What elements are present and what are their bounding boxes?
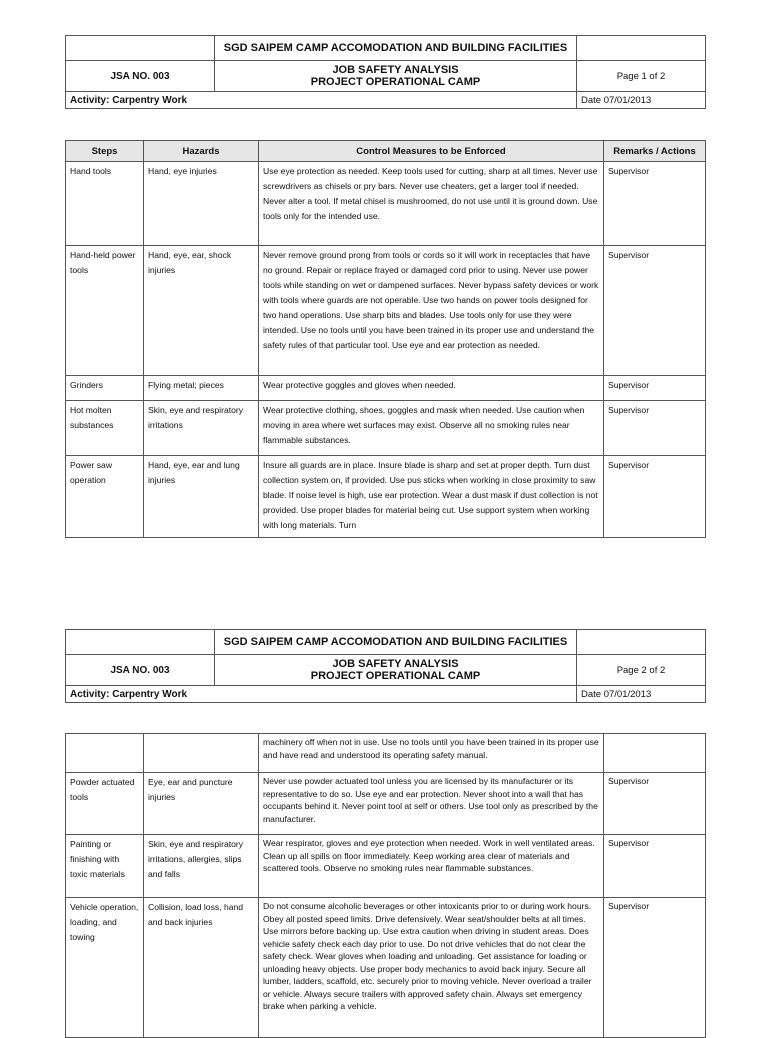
step-cell: Vehicle operation, loading, and towing — [66, 898, 144, 1038]
control-cell: machinery off when not in use. Use no tools until you have been trained in its proper use and have read and understood its operating safety manual. — [259, 734, 604, 773]
step-cell: Grinders — [66, 376, 144, 401]
hazard-cell: Collision, load loss, hand and back injuries — [144, 898, 259, 1038]
control-cell: Insure all guards are in place. Insure blade is sharp and set at proper depth. Turn dust collection system on, if provided. Use pus sticks when working in close proximity to saw blade. If noise level is high, use ear protection. Wear a dust mask if dust collection is not provided. Use proper blades for material being cut. Use support system when working with long materials. Turn — [259, 456, 604, 538]
activity-label: Activity: Carpentry Work — [66, 686, 577, 703]
remark-cell: Supervisor — [604, 898, 706, 1038]
document-title — [215, 61, 577, 92]
hazard-cell: Skin, eye and respiratory irritations, allergies, slips and falls — [144, 835, 259, 898]
column-header: Steps — [66, 141, 144, 162]
page1-jsa-table — [65, 140, 706, 538]
control-cell: Do not consume alcoholic beverages or other intoxicants prior to or during work hours. Obey all posted speed limits. Drive defensively. Wear seat/shoulder belts at all times. Use mirrors before backing up. Use extra caution when driving in student areas. Does vehicle safety check each day prior to use. Do not drive vehicles that do not clear the safety check. Wear gloves when loading and unloading. Get assistance for loading or unloading heavy objects. Use proper body mechanics to avoid back injury. Secure all lumber, ladders, scaffold, etc. securely prior to moving vehicle. Never overload a trailer or vehicle. Always secure trailers with approved safety chain. Always set emergency brake when parking a vehicle. — [259, 898, 604, 1038]
table-row — [66, 898, 706, 1038]
step-cell: Hand-held power tools — [66, 246, 144, 376]
column-header: Hazards — [144, 141, 259, 162]
page-number: Page 2 of 2 — [577, 655, 706, 686]
hazard-cell — [144, 734, 259, 773]
table-row — [66, 456, 706, 538]
remark-cell: Supervisor — [604, 401, 706, 456]
remark-cell: Supervisor — [604, 376, 706, 401]
step-cell: Hand tools — [66, 162, 144, 246]
document-title — [215, 655, 577, 686]
control-cell: Never use powder actuated tool unless you are licensed by its manufacturer or its representative to do so. Use eye and ear protection. Never shoot into a wall that has occupants behind it. Never point tool at self or others. Use tool only as prescribed by the manufacturer. — [259, 773, 604, 835]
step-cell: Painting or finishing with toxic materials — [66, 835, 144, 898]
control-cell: Use eye protection as needed. Keep tools used for cutting, sharp at all times. Never use screwdrivers as chisels or pry bars. Never use cheaters, get a larger tool if needed. Never alter a tool. If metal chisel is mushroomed, do not use until it is ground down. Use tools only for the intended use. — [259, 162, 604, 246]
activity-label: Activity: Carpentry Work — [66, 92, 577, 109]
step-cell: Power saw operation — [66, 456, 144, 538]
hazard-cell: Eye, ear and puncture injuries — [144, 773, 259, 835]
table-row — [66, 246, 706, 376]
remark-cell: Supervisor — [604, 835, 706, 898]
step-cell — [66, 734, 144, 773]
header-blank — [66, 630, 215, 655]
document-title-line1: JOB SAFETY ANALYSIS — [332, 658, 459, 670]
page2-jsa-table — [65, 733, 706, 1038]
document-date: Date 07/01/2013 — [577, 686, 706, 703]
header-title: SGD SAIPEM CAMP ACCOMODATION AND BUILDING FACILITIES — [215, 36, 577, 61]
column-header: Control Measures to be Enforced — [259, 141, 604, 162]
remark-cell: Supervisor — [604, 456, 706, 538]
step-cell: Powder actuated tools — [66, 773, 144, 835]
remark-cell: Supervisor — [604, 773, 706, 835]
table-row — [66, 376, 706, 401]
header-blank — [577, 36, 706, 61]
document-date: Date 07/01/2013 — [577, 92, 706, 109]
control-cell: Wear respirator, gloves and eye protection when needed. Work in well ventilated areas. Clean up all spills on floor immediately. Keep working area clear of materials and scattered tools. Observe no smoking rules near flammable substances. — [259, 835, 604, 898]
hazard-cell: Skin, eye and respiratory irritations — [144, 401, 259, 456]
jsa-number: JSA NO. 003 — [66, 61, 215, 92]
remark-cell: Supervisor — [604, 162, 706, 246]
document-title-line2: PROJECT OPERATIONAL CAMP — [310, 76, 481, 88]
header-blank — [577, 630, 706, 655]
control-cell: Wear protective clothing, shoes, goggles and mask when needed. Use caution when moving in area where wet surfaces may exist. Observe all no smoking rules near flammable substances. — [259, 401, 604, 456]
control-cell: Wear protective goggles and gloves when needed. — [259, 376, 604, 401]
table-row — [66, 162, 706, 246]
table-row — [66, 734, 706, 773]
page-number: Page 1 of 2 — [577, 61, 706, 92]
hazard-cell: Hand, eye, ear, shock injuries — [144, 246, 259, 376]
step-cell: Hot molten substances — [66, 401, 144, 456]
table-row — [66, 835, 706, 898]
hazard-cell: Flying metal; pieces — [144, 376, 259, 401]
remark-cell — [604, 734, 706, 773]
control-cell: Never remove ground prong from tools or cords so it will work in receptacles that have no ground. Repair or replace frayed or damaged cord prior to using. Never use power tools while standing on wet or dampened surfaces. Never bypass safety devices or work with tools where guards are not operable. Use two hands on power tools designed for two hand operations. Use sharp bits and blades. Use tools only for use they were intended. Use no tools until you have been trained in its proper use and understand the safety rules of that particular tool. Use eye and ear protection as needed. — [259, 246, 604, 376]
remark-cell: Supervisor — [604, 246, 706, 376]
column-header: Remarks / Actions — [604, 141, 706, 162]
hazard-cell: Hand, eye, ear and lung injuries — [144, 456, 259, 538]
header-title: SGD SAIPEM CAMP ACCOMODATION AND BUILDING FACILITIES — [215, 630, 577, 655]
document-title-line1: JOB SAFETY ANALYSIS — [332, 64, 459, 76]
document-title-line2: PROJECT OPERATIONAL CAMP — [310, 670, 481, 682]
table-row — [66, 401, 706, 456]
page2-header-table — [65, 629, 706, 703]
page1-header-table — [65, 35, 706, 109]
hazard-cell: Hand, eye injuries — [144, 162, 259, 246]
jsa-number: JSA NO. 003 — [66, 655, 215, 686]
table-row — [66, 773, 706, 835]
header-blank — [66, 36, 215, 61]
